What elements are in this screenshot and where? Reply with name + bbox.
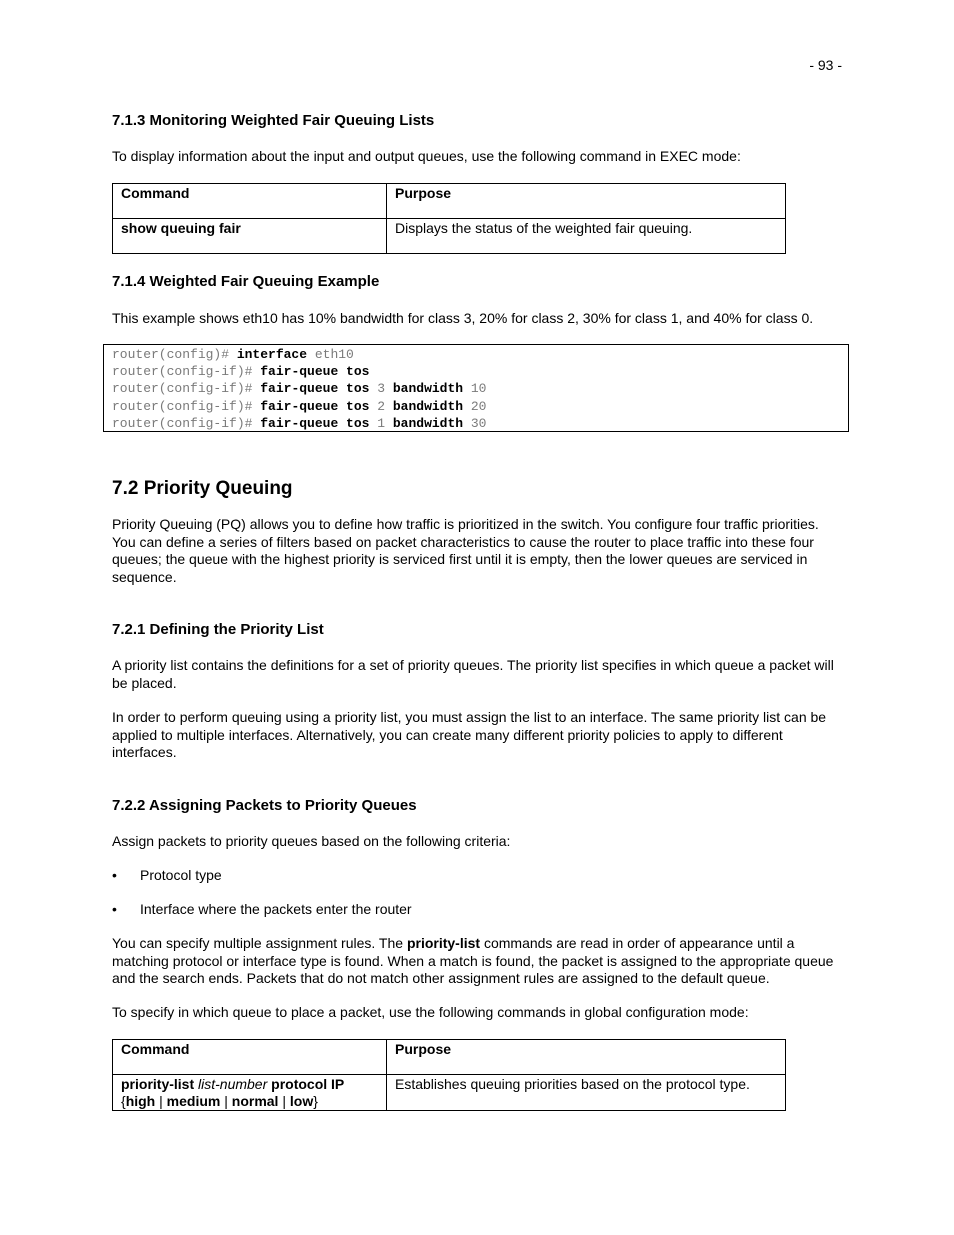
code-keyword: fair-queue tos [260, 398, 370, 414]
paragraph-line: queues; the queue with the highest priority is serviced first until it is empty, then the lower queues are serviced in [112, 551, 808, 567]
header-command: Command [121, 185, 190, 201]
separator: | [220, 1093, 232, 1109]
code-line [112, 415, 848, 432]
code-argument: 2 [369, 398, 393, 414]
separator: | [155, 1093, 167, 1109]
text-run: commands are read in order of appearance until a [480, 935, 795, 951]
section-7-1-4-intro: This example shows eth10 has 10% bandwidth for class 3, 20% for class 2, 30% for class 1, and 40% for class 0. [112, 310, 814, 326]
section-heading-7-1-3: 7.1.3 Monitoring Weighted Fair Queuing Lists [112, 112, 435, 129]
section-heading-7-2-1: 7.2.1 Defining the Priority List [112, 621, 324, 638]
header-purpose: Purpose [395, 185, 452, 201]
code-prompt: router(config-if)# [112, 364, 261, 380]
paragraph-line: Priority Queuing (PQ) allows you to define how traffic is prioritized in the switch. You configure four traffic priorities. [112, 516, 819, 532]
section-heading-7-2: 7.2 Priority Queuing [112, 478, 293, 499]
code-prompt: router(config-if)# [112, 415, 261, 431]
command-text: show queuing fair [121, 220, 241, 236]
section-7-2-2-paragraph-2: To specify in which queue to place a packet, use the following commands in global configuration mode: [112, 1004, 749, 1020]
header-command-cell [113, 1040, 387, 1075]
option-medium: medium [166, 1093, 221, 1109]
paragraph-line: A priority list contains the definitions for a set of priority queues. The priority list specifies in which queue a packet will [112, 657, 834, 673]
section-7-1-3-intro: To display information about the input and output queues, use the following command in EXEC mode: [112, 148, 741, 164]
code-prompt: router(config)# [112, 347, 237, 362]
section-7-2-1-paragraph-2 [112, 709, 840, 762]
paragraph-line: be placed. [112, 674, 177, 691]
paragraph-line: matching protocol or interface type is found. When a match is found, the packet is assigned to the appropriate queue [112, 952, 834, 969]
paragraph-line: sequence. [112, 568, 177, 585]
list-item-text: Interface where the packets enter the router [140, 901, 412, 917]
purpose-cell [387, 219, 786, 254]
code-argument: 1 [369, 415, 393, 431]
command-text [121, 1075, 378, 1110]
header-purpose-cell [387, 184, 786, 219]
code-keyword: fair-queue tos [260, 381, 370, 397]
code-argument: 30 [463, 415, 487, 431]
brace: } [313, 1093, 318, 1109]
section-7-2-2-intro: Assign packets to priority queues based on the following criteria: [112, 833, 511, 849]
page-number: - 93 - [809, 57, 842, 73]
option-low: low [289, 1093, 314, 1109]
command-keyword: priority-list [121, 1076, 195, 1092]
section-heading-7-2-2: 7.2.2 Assigning Packets to Priority Queues [112, 797, 417, 814]
list-item-text: Protocol type [140, 867, 222, 883]
command-table-7-2-2 [112, 1039, 786, 1111]
code-line [112, 346, 848, 363]
paragraph-line: and the search ends. Packets that do not match other assignment rules are assigned to the default queue. [112, 970, 770, 986]
purpose-text: Establishes queuing priorities based on the protocol type. [395, 1076, 750, 1092]
section-heading-7-1-4: 7.1.4 Weighted Fair Queuing Example [112, 273, 380, 290]
table-header-row [113, 1040, 786, 1075]
command-table-7-1-3 [112, 183, 786, 254]
code-prompt: router(config-if)# [112, 381, 261, 397]
code-argument: 10 [463, 381, 487, 397]
code-argument: 3 [369, 381, 393, 397]
table-row [113, 1075, 786, 1111]
command-cell [113, 219, 387, 254]
paragraph-line: You can define a series of filters based on packet characteristics to cause the router to place traffic into these four [112, 533, 814, 550]
paragraph-line: applied to multiple interfaces. Alternatively, you can create many different priority policies to apply to different [112, 726, 783, 743]
section-7-2-paragraph [112, 516, 840, 586]
section-7-2-1-paragraph-1 [112, 657, 840, 692]
code-argument: eth10 [307, 347, 354, 362]
paragraph-line: interfaces. [112, 744, 177, 760]
option-normal: normal [231, 1093, 279, 1109]
command-line-2 [121, 1093, 378, 1110]
header-command-cell [113, 184, 387, 219]
option-high: high [125, 1093, 156, 1109]
header-purpose: Purpose [395, 1041, 452, 1057]
code-line [112, 380, 848, 397]
table-header-row [113, 184, 786, 219]
purpose-cell [387, 1075, 786, 1111]
code-keyword: fair-queue tos [260, 415, 370, 431]
paragraph-line: In order to perform queuing using a priority list, you must assign the list to an interface. The same priority list can be [112, 709, 827, 725]
paragraph-line [112, 935, 840, 953]
header-purpose-cell [387, 1040, 786, 1075]
code-block [103, 344, 849, 432]
bullet-icon: • [112, 901, 117, 917]
code-keyword: interface [236, 347, 308, 362]
separator: | [278, 1093, 290, 1109]
code-keyword: bandwidth [392, 381, 464, 397]
code-keyword: bandwidth [392, 398, 464, 414]
purpose-text: Displays the status of the weighted fair queuing. [395, 220, 693, 236]
code-keyword: bandwidth [392, 415, 464, 431]
code-argument: 20 [463, 398, 487, 414]
command-cell [113, 1075, 387, 1111]
brace: { [121, 1093, 126, 1109]
command-line-1 [121, 1076, 378, 1093]
text-run: You can specify multiple assignment rules. The [112, 935, 407, 951]
code-prompt: router(config-if)# [112, 398, 261, 414]
command-keyword: protocol IP [271, 1076, 345, 1092]
header-command: Command [121, 1041, 190, 1057]
bullet-icon: • [112, 867, 117, 883]
code-line [112, 363, 848, 380]
code-line [112, 398, 848, 415]
section-7-2-2-paragraph-1 [112, 935, 840, 988]
code-keyword: fair-queue tos [260, 364, 370, 380]
command-keyword: priority-list [406, 935, 481, 951]
command-argument: list-number [198, 1076, 268, 1092]
table-row [113, 219, 786, 254]
